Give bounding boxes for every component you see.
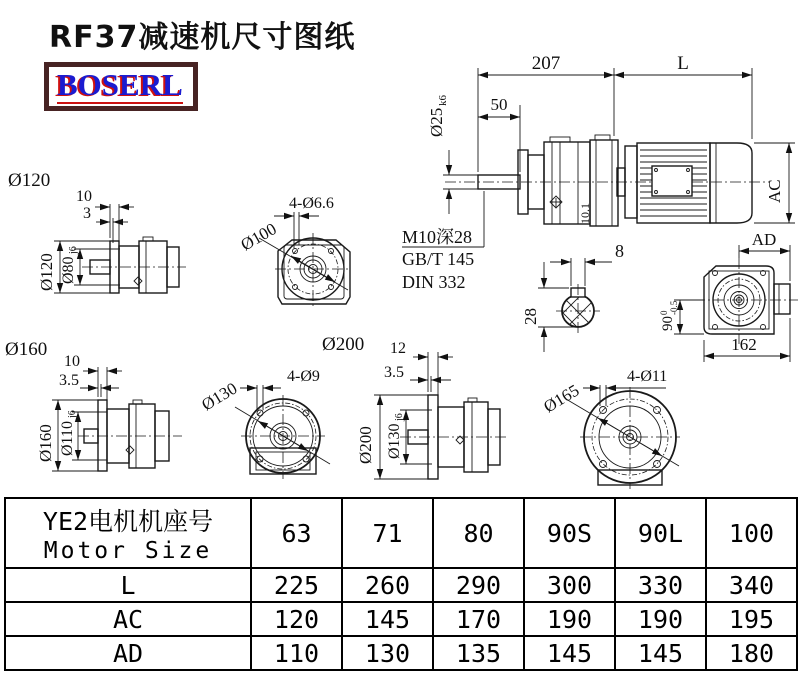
bolt-circle-100-label: Ø100 [237,219,280,255]
motor-size-table [4,497,798,671]
table-cell: 120 [251,602,342,636]
dim-12-label: 12 [390,340,406,357]
table-cell: 110 [251,636,342,670]
table-header-row [5,498,797,568]
gb-standard-note: GB/T 145 [402,249,475,269]
table-cell: 300 [524,568,615,602]
column-header: 63 [251,498,342,568]
table-cell: 260 [342,568,433,602]
main-assembly-view [402,53,795,292]
dim-3-label: 3 [83,205,91,222]
table-row-AC [5,602,797,636]
view-120-title: Ø120 [8,170,51,191]
dia-120-label: Ø120 [37,253,56,291]
view-160-title: Ø160 [5,339,48,360]
header-en: Motor Size [43,538,213,564]
column-header: 90S [524,498,615,568]
dia-160-label: Ø160 [36,424,55,462]
table-cell: 170 [433,602,524,636]
din-standard-note: DIN 332 [402,272,466,292]
table-cell: 145 [342,602,433,636]
dim-90-upper-tol: 0 [659,310,669,315]
dim-90-lower-tol: -0.5 [669,300,679,315]
header-cn: YE2电机机座号 [42,507,214,536]
logo-text: BOSERL [57,67,183,102]
dim-162-label: 162 [731,335,757,354]
holes-49-label: 4-Ø9 [287,368,320,385]
flange-200-side-view [356,340,506,479]
dia-80-label: Ø80 [60,256,77,284]
dia-200-label: Ø200 [356,426,375,464]
page-title: RF37减速机尺寸图纸 [49,20,356,55]
bolt-circle-130-label: Ø130 [198,378,241,415]
dim-AC-label: AC [765,179,784,203]
dim-35-label: 3.5 [384,364,404,381]
shaft-diameter-label: Ø25 [427,107,446,137]
table-cell: 340 [706,568,797,602]
dia-110-fit-label: j6 [67,410,78,418]
dim-8-label: 8 [615,241,624,261]
view-200-title: Ø200 [322,334,365,355]
dim-207-label: 207 [531,53,561,74]
column-header: 80 [433,498,524,568]
dia-130-label: Ø130 [386,423,403,459]
table-header-cell [5,498,251,568]
dim-L-label: L [677,53,689,74]
shaft-key-section-view [521,241,624,352]
holes-411-label: 4-Ø11 [627,368,668,385]
table-cell: 190 [524,602,615,636]
shaft-fit-label: k6 [437,95,449,106]
table-cell: 225 [251,568,342,602]
table-row-AD [5,636,797,670]
thread-note: M10深28 [402,227,473,247]
table-cell: 135 [433,636,524,670]
table-cell: 190 [615,602,706,636]
dim-90-label: 90 [660,316,676,331]
flange-120-side-view [8,170,186,293]
dim-50-label: 50 [490,95,508,114]
table-cell: 330 [615,568,706,602]
column-header: 90L [615,498,706,568]
row-label: L [5,568,251,602]
table-cell: 130 [342,636,433,670]
gear-ratio-label: 10.1 [578,203,592,224]
table-row-L [5,568,797,602]
column-header: 71 [342,498,433,568]
flange-200-front-view [198,334,364,479]
flange-100-front-view [238,195,352,307]
table-cell: 145 [524,636,615,670]
flange-160-side-view [5,339,182,471]
dim-35-label: 3.5 [59,372,79,389]
table-cell: 290 [433,568,524,602]
dim-10-label: 10 [64,353,80,370]
bolt-circle-165-label: Ø165 [540,380,583,417]
row-label: AD [5,636,251,670]
dim-28-label: 28 [521,308,540,325]
row-label: AC [5,602,251,636]
dia-80-fit-label: j6 [68,246,79,254]
table-cell: 195 [706,602,797,636]
motor-rear-view [659,230,798,362]
dia-130-fit-label: j6 [394,413,405,421]
dim-10-label: 10 [76,188,92,205]
dim-AD-label: AD [751,230,777,249]
holes-466-label: 4-Ø6.6 [289,195,334,212]
column-header: 100 [706,498,797,568]
table-cell: 180 [706,636,797,670]
dia-110-label: Ø110 [59,421,76,456]
table-cell: 145 [615,636,706,670]
flange-165-front-view [540,368,680,489]
